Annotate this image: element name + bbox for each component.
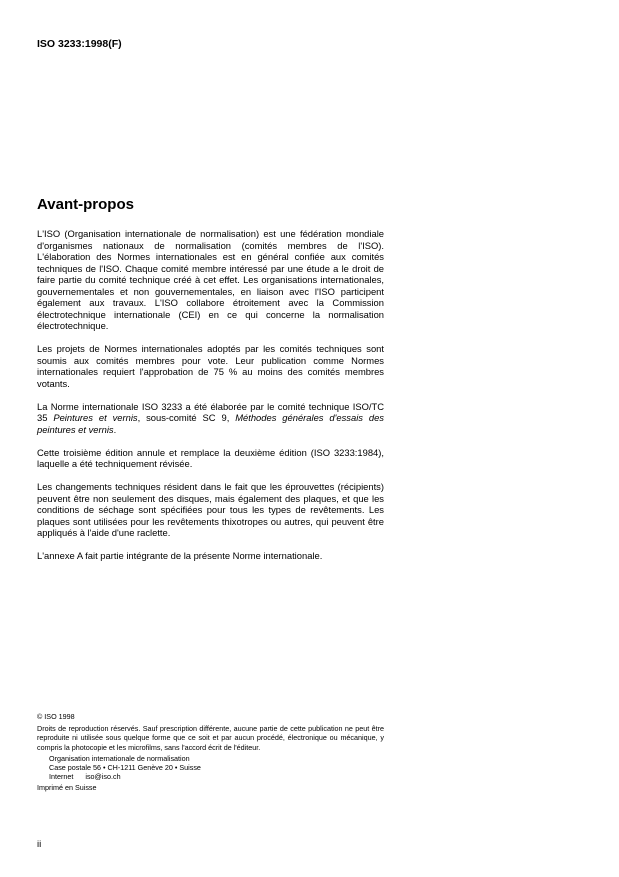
postal-address: Case postale 56 • CH-1211 Genève 20 • Suisse: [49, 763, 201, 773]
internet-contact: Internet iso@iso.ch: [49, 772, 121, 782]
page-number: ii: [37, 839, 42, 850]
foreword-paragraph-6: L'annexe A fait partie intégrante de la présente Norme internationale.: [37, 550, 323, 561]
p3-subcommittee-title: Méthodes générales d'essais des peintures et vernis: [37, 412, 384, 435]
foreword-body: [37, 228, 384, 573]
p3-text-2: , sous-comité SC 9,: [137, 412, 236, 423]
foreword-title: Avant-propos: [37, 196, 134, 213]
rights-statement: Droits de reproduction réservés. Sauf prescription différente, aucune partie de cette publication ne peut être reproduite ni utilisée sous quelque forme que ce soit et par aucun procédé, électronique ou mécanique, y compris la photocopie et les microfilms, sans l'accord écrit de l'éditeur.: [37, 724, 384, 752]
foreword-paragraph-4: Cette troisième édition annule et remplace la deuxième édition (ISO 3233:1984), laquelle a été techniquement révisée.: [37, 446, 384, 469]
p3-text-1: La Norme internationale ISO 3233 a été élaborée par le comité technique ISO/TC 35: [37, 400, 384, 423]
organization-name: Organisation internationale de normalisation: [49, 753, 190, 763]
foreword-paragraph-2: Les projets de Normes internationales adoptés par les comités techniques sont soumis aux comités membres pour vote. Leur publication comme Normes internationales requiert l'approbation de 75 % au moins des comités membres votants.: [37, 343, 384, 389]
printed-in: Imprimé en Suisse: [37, 783, 97, 793]
copyright-notice: © ISO 1998: [37, 712, 75, 721]
document-reference: ISO 3233:1998(F): [37, 38, 122, 50]
foreword-paragraph-3: [37, 401, 384, 436]
foreword-paragraph-1: L'ISO (Organisation internationale de normalisation) est une fédération mondiale d'organismes nationaux de normalisation (comités membres de l'ISO). L'élaboration des Normes internationales est en général confiée aux comités techniques de l'ISO. Chaque comité membre intéressé par une étude a le droit de faire partie du comité technique créé à cet effet. Les organisations internationales, gouvernementales et non gouvernementales, en liaison avec l'ISO participent également aux travaux. L'ISO collabore étroitement avec la Commission électrotechnique internationale (CEI) en ce qui concerne la normalisation électrotechnique.: [37, 228, 384, 331]
p3-committee-title: Peintures et vernis: [53, 412, 138, 423]
foreword-paragraph-5: Les changements techniques résident dans le fait que les éprouvettes (récipients) peuvent être non seulement des disques, mais également des plaques, et que les conditions de séchage sont spécifiées pour tous les types de revêtements. Les plaques sont utilisées pour les revêtements thixotropes ou autres, qui peuvent être appliqués à l'aide d'une raclette.: [37, 481, 384, 538]
copyright-block: [37, 712, 384, 793]
p3-text-3: .: [113, 423, 117, 435]
